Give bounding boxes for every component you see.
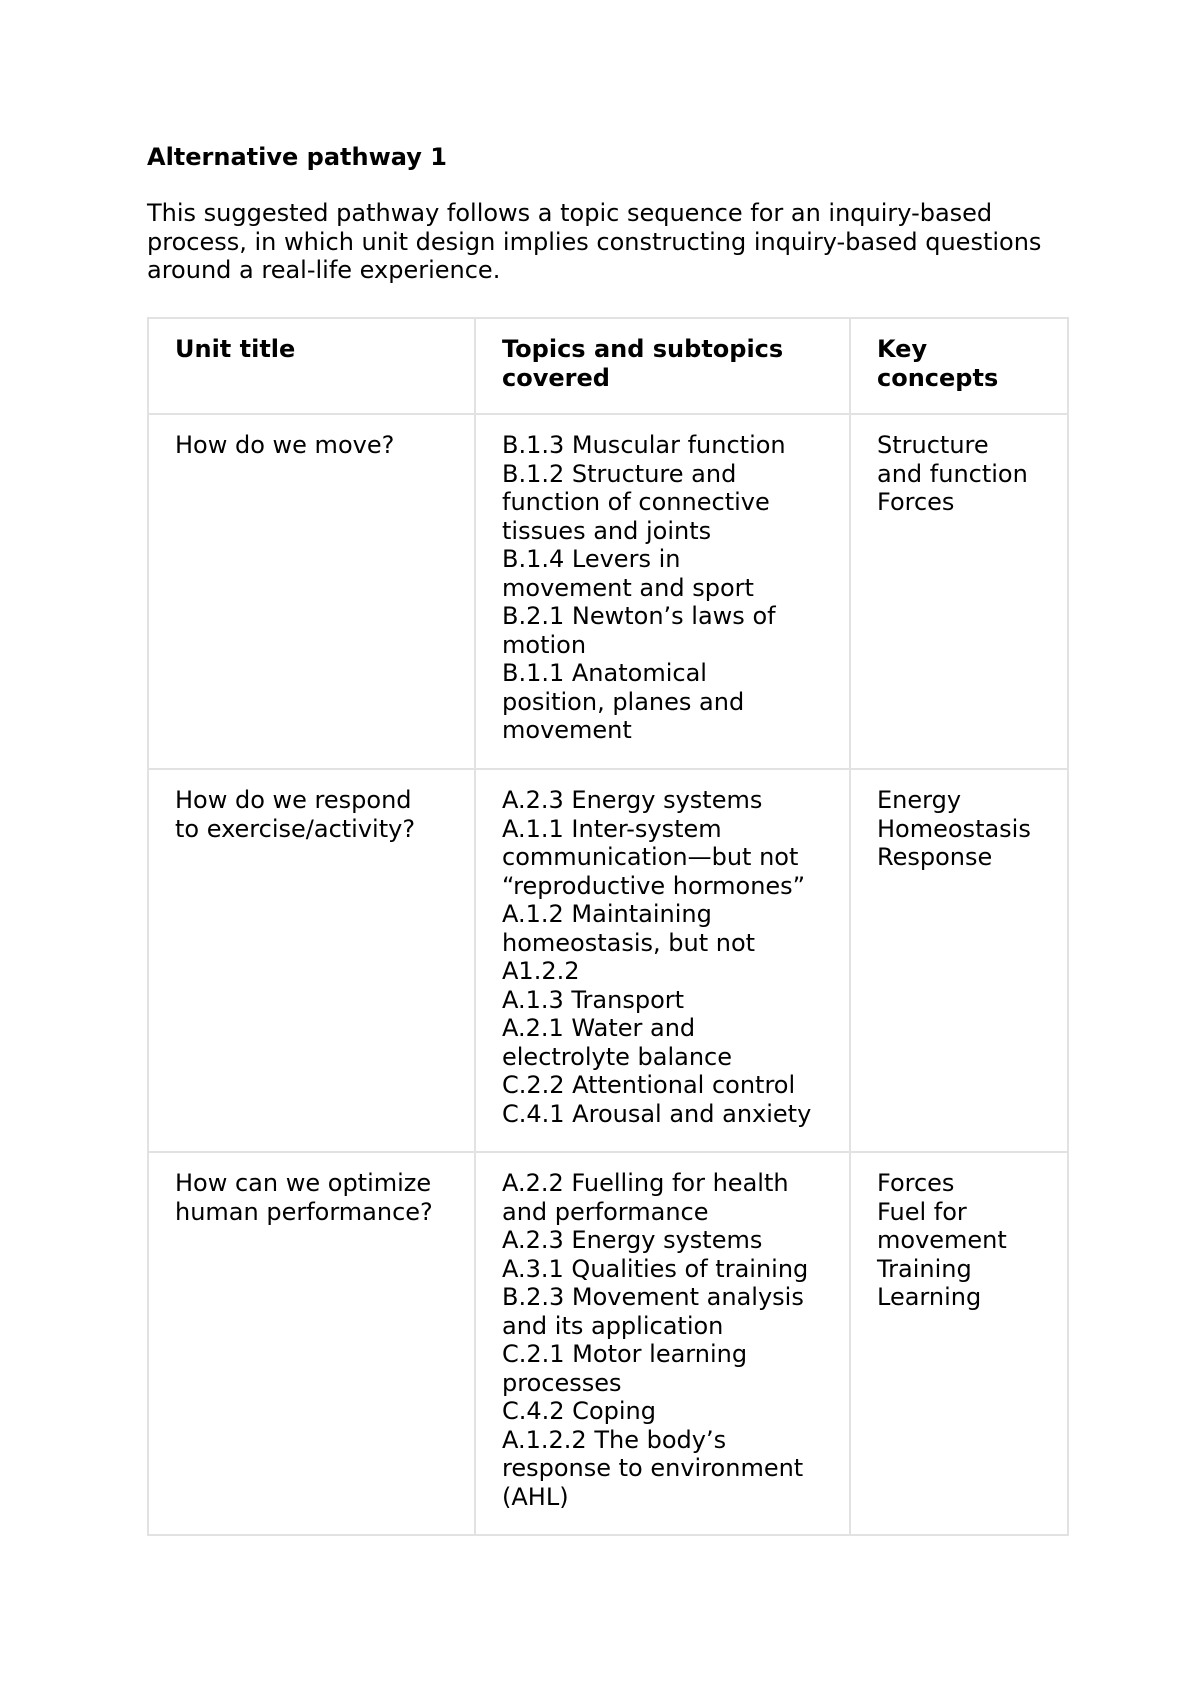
unit-title-cell: How do we move? <box>148 414 475 769</box>
header-topics: Topics and subtopics covered <box>475 318 850 414</box>
header-unit-title: Unit title <box>148 318 475 414</box>
header-key-concepts: Key concepts <box>850 318 1068 414</box>
topics-cell: A.2.3 Energy systems A.1.1 Inter-system communication—but not “reproductive hormones” A.1.2 Maintaining homeostasis, but not A1.2.2 A.1.3 Transport A.2.1 Water and electrolyte balance C.2.2 Attentional control C.4.1 Arousal and anxiety <box>475 769 850 1152</box>
key-concepts-cell: Structure and function Forces <box>850 414 1068 769</box>
intro-paragraph: This suggested pathway follows a topic sequence for an inquiry-based process, in which unit design implies constructing inquiry-based questions around a real-life experience. <box>147 199 1042 284</box>
topics-cell: A.2.2 Fuelling for health and performance A.2.3 Energy systems A.3.1 Qualities of training B.2.3 Movement analysis and its application C.2.1 Motor learning processes C.4.2 Coping A.1.2.2 The body’s response to environment (AHL) <box>475 1152 850 1535</box>
key-concepts-cell: Forces Fuel for movement Training Learning <box>850 1152 1068 1535</box>
key-concepts-cell: Energy Homeostasis Response <box>850 769 1068 1152</box>
page-title: Alternative pathway 1 <box>147 143 447 171</box>
table-row <box>148 769 1068 1152</box>
document-page <box>147 142 1067 1511</box>
pathway-table <box>147 317 1069 1536</box>
unit-title-cell: How can we optimize human performance? <box>148 1152 475 1535</box>
topics-cell: B.1.3 Muscular function B.1.2 Structure and function of connective tissues and joints B.1.4 Levers in movement and sport B.2.1 Newton’s laws of motion B.1.1 Anatomical position, planes and movement <box>475 414 850 769</box>
unit-title-cell: How do we respond to exercise/activity? <box>148 769 475 1152</box>
table-row <box>148 1152 1068 1535</box>
table-header-row <box>148 318 1068 414</box>
table-row <box>148 414 1068 769</box>
